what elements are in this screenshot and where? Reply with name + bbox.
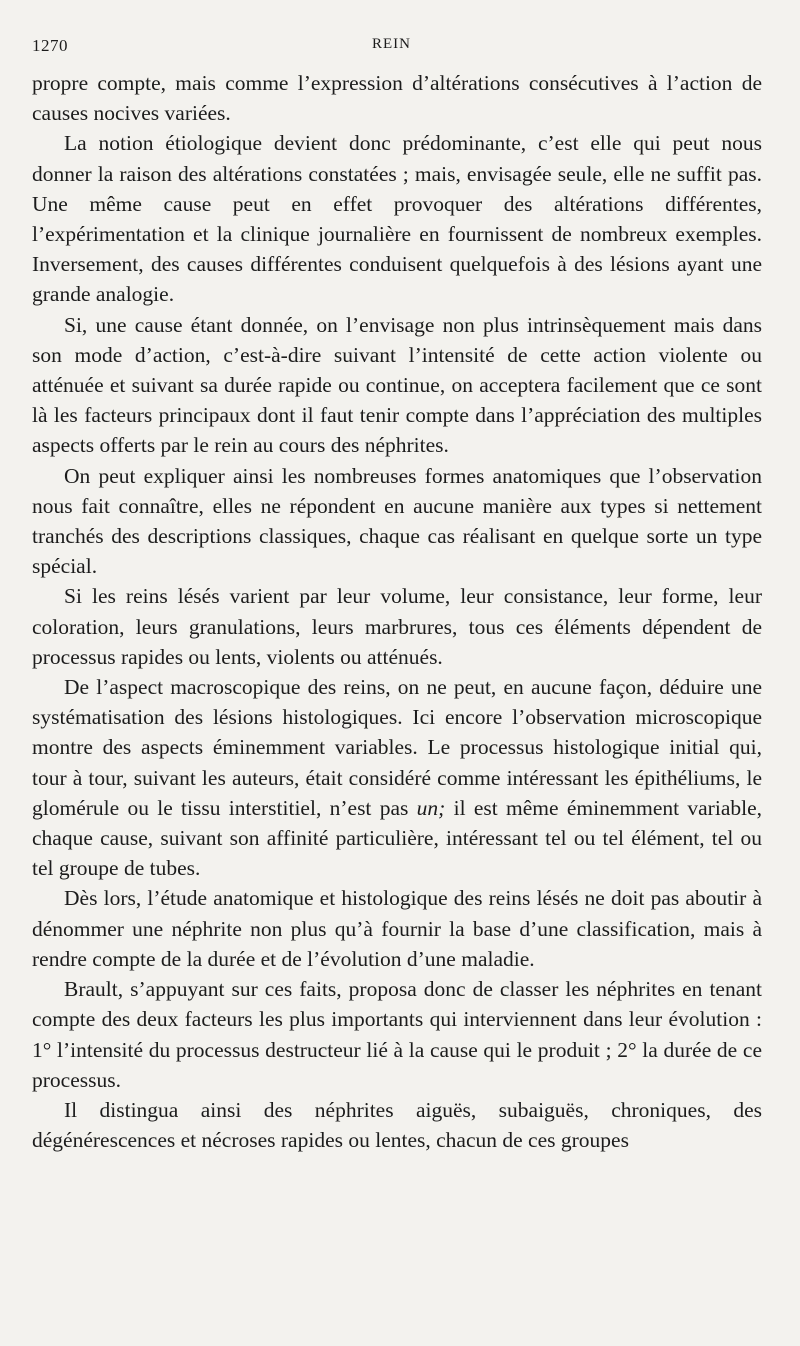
page-header xyxy=(32,30,762,60)
paragraph-text: De l’aspect macroscopique des reins, on ne peut, en aucune façon, déduire une systématisation des lésions histologiques. Ici encore l’observation microscopique montre des aspects éminemment variables. Le processus histologique initial qui, tour à tour, suivant les auteurs, était considéré comme intéressant les épithéliums, le glomérule ou le tissu interstitiel, n’est pas xyxy=(32,675,762,820)
paragraph: Dès lors, l’étude anatomique et histologique des reins lésés ne doit pas aboutir à dénommer une néphrite non plus qu’à fournir la base d’une classification, mais à rendre compte de la durée et de l’évolution d’une maladie. xyxy=(32,886,762,971)
body-text xyxy=(32,68,762,1155)
paragraph: Si, une cause étant donnée, on l’envisage non plus intrinsèquement mais dans son mode d’action, c’est-à-dire suivant l’intensité de cette action violente ou atténuée et suivant sa durée rapide ou continue, on acceptera facilement que ce sont là les facteurs principaux dont il faut tenir compte dans l’appréciation des multiples aspects offerts par le rein au cours des néphrites. xyxy=(32,312,762,458)
emphasized-word: un; xyxy=(416,795,446,820)
paragraph: On peut expliquer ainsi les nombreuses formes anatomiques que l’observation nous fait connaître, elles ne répondent en aucune manière aux types si nettement tranchés des descriptions classiques, chaque cas réalisant en quelque sorte un type spécial. xyxy=(32,463,762,579)
paragraph: Il distingua ainsi des néphrites aiguës, subaiguës, chroniques, des dégénérescences et nécroses rapides ou lentes, chacun de ces groupes xyxy=(32,1097,762,1153)
paragraph: Brault, s’appuyant sur ces faits, proposa donc de classer les néphrites en tenant compte des deux facteurs les plus importants qui interviennent dans leur évolution : 1° l’intensité du processus destructeur lié à la cause qui le produit ; 2° la durée de ce processus. xyxy=(32,977,762,1092)
paragraph: La notion étiologique devient donc prédominante, c’est elle qui peut nous donner la raison des altérations constatées ; mais, envisagée seule, elle ne suffit pas. Une même cause peut en effet provoquer des altérations différentes, l’expérimentation et la clinique journalière en fournissent de nombreux exemples. Inversement, des causes différentes conduisent quelquefois à des lésions ayant une grande analogie. xyxy=(32,131,762,307)
running-head: REIN xyxy=(372,36,411,52)
paragraph: propre compte, mais comme l’expression d’altérations consécutives à l’action de causes nocives variées. xyxy=(32,71,762,126)
paragraph: Si les reins lésés varient par leur volume, leur consistance, leur forme, leur coloration, leurs granulations, leurs marbrures, tous ces éléments dépendent de processus rapides ou lents, violents ou atténués. xyxy=(32,584,762,669)
page-number: 1270 xyxy=(32,36,68,55)
paragraph-text: il est même éminemment variable, chaque cause, suivant son affinité particulière, intéressant tel ou tel élément, tel ou tel groupe de tubes. xyxy=(32,795,762,881)
paragraph xyxy=(32,672,762,883)
